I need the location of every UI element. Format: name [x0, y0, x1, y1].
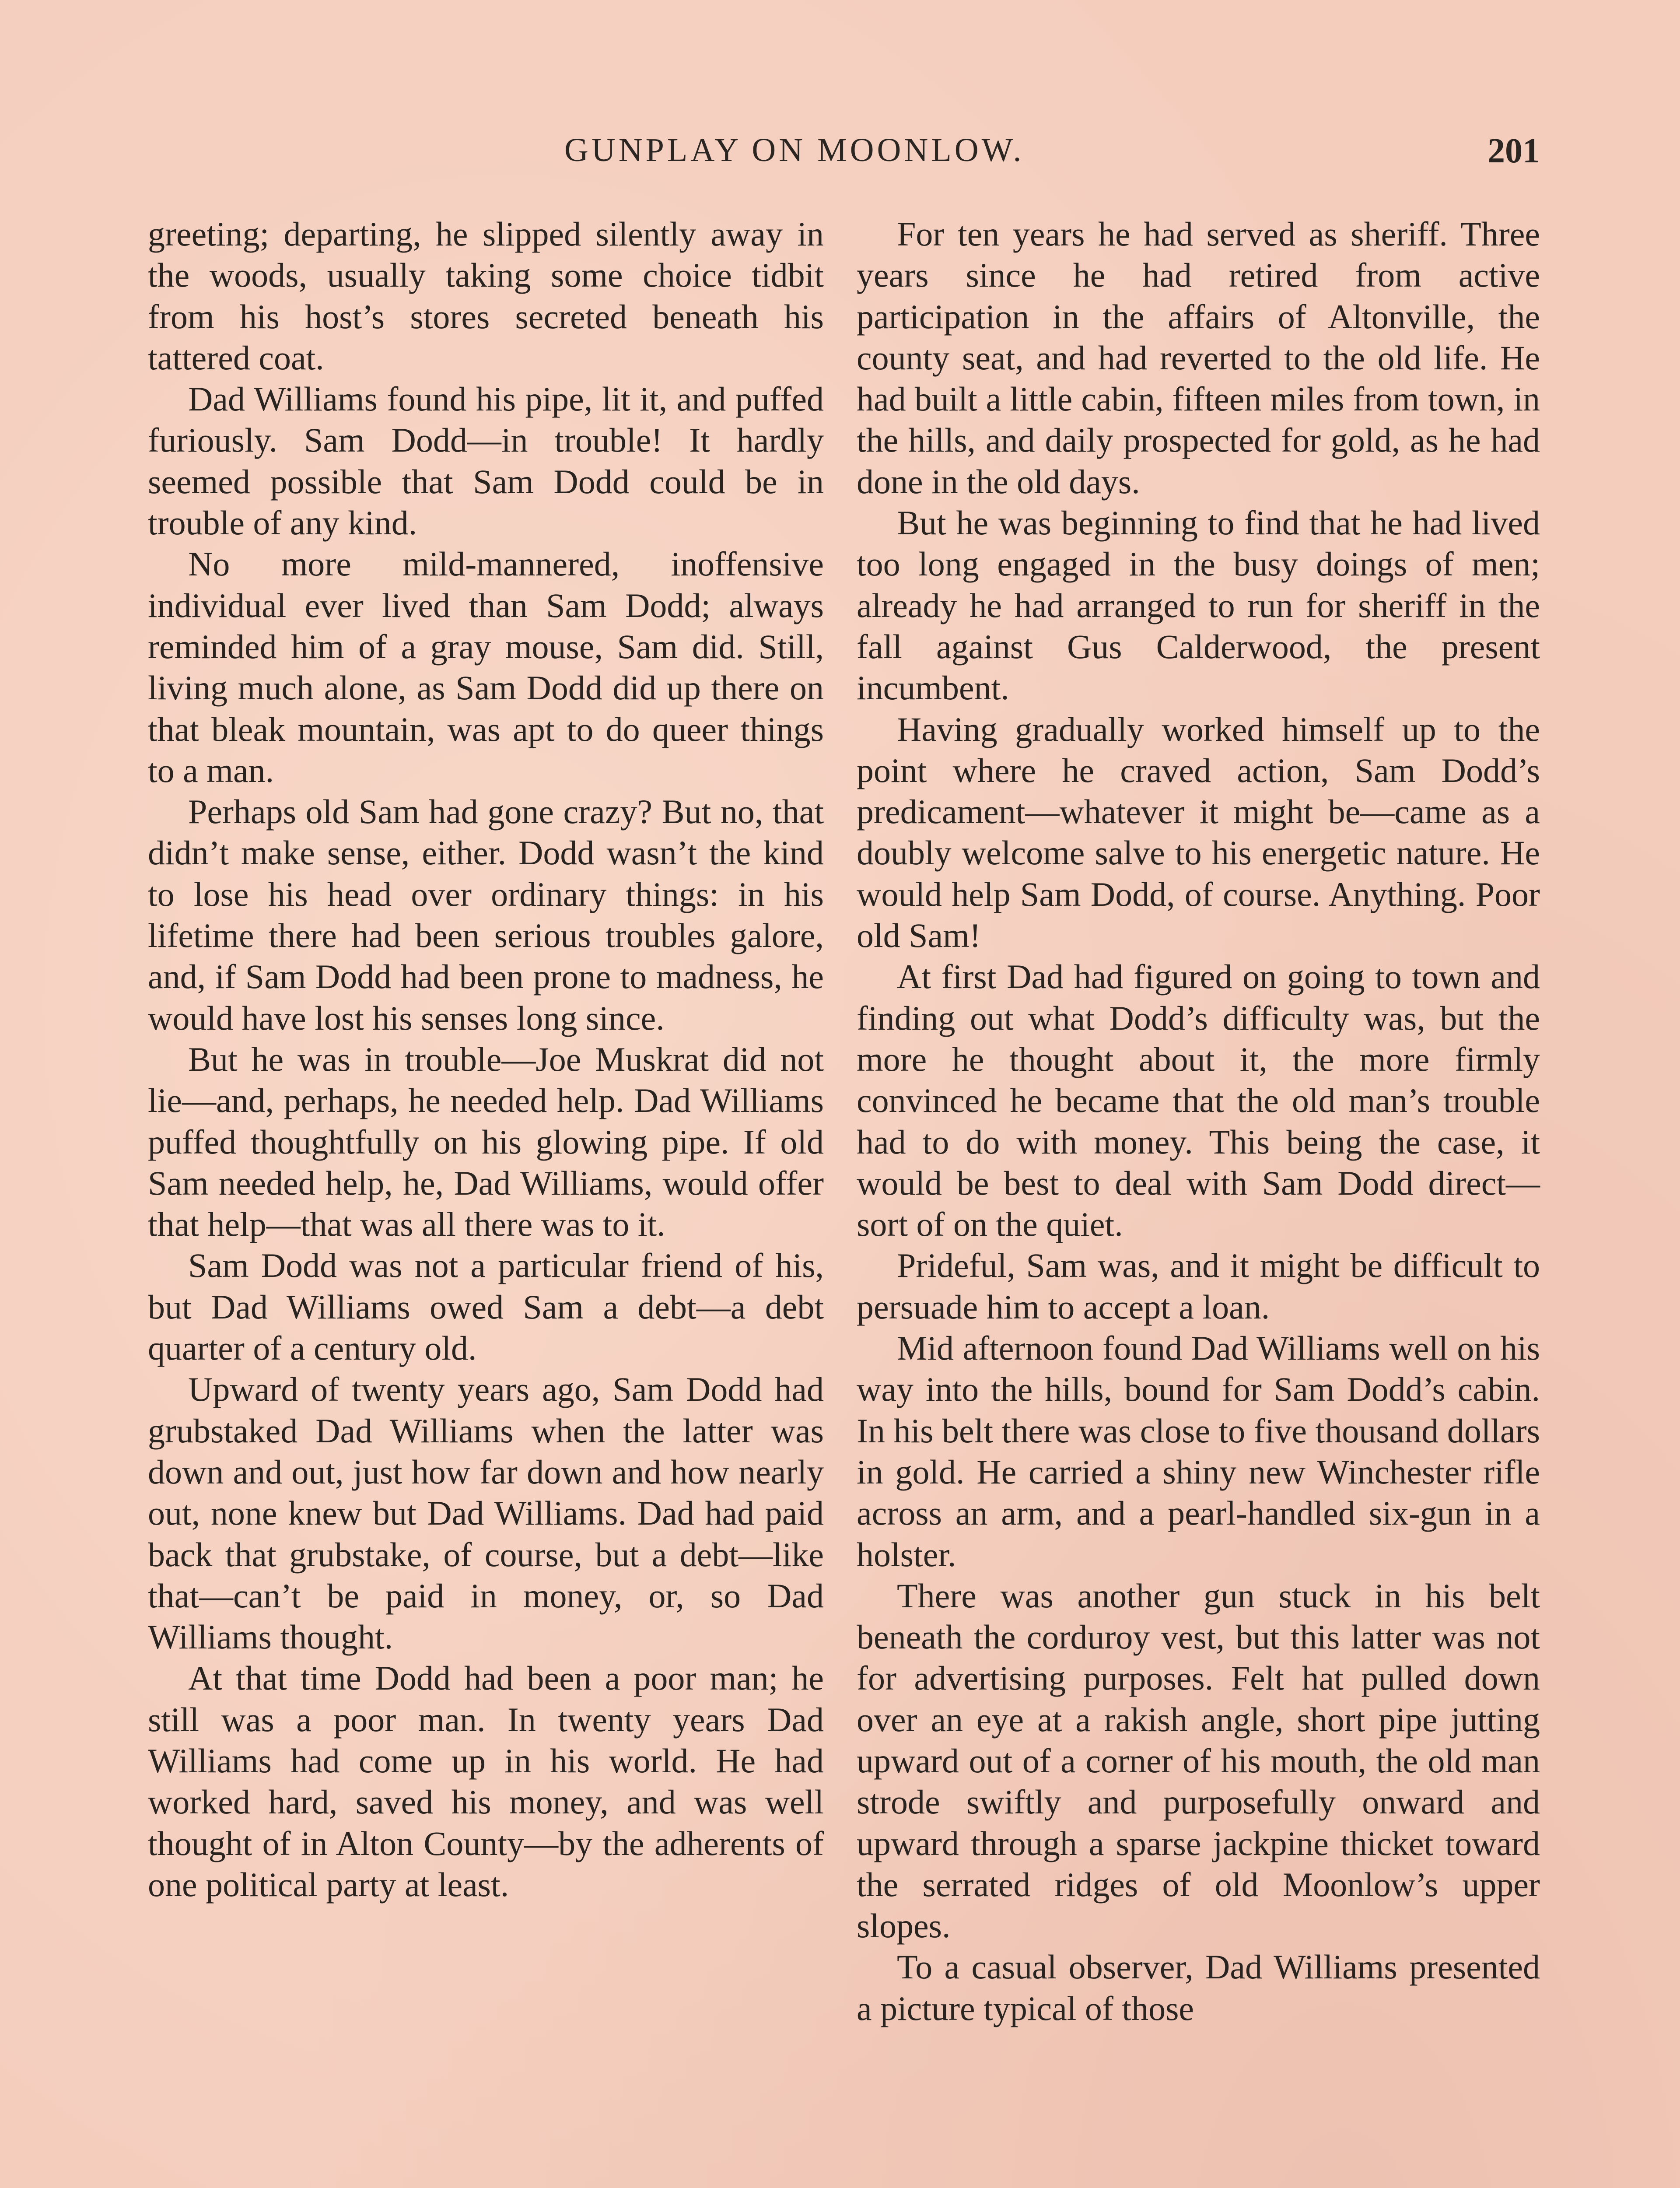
running-head: GUNPLAY ON MOONLOW.: [564, 132, 1025, 168]
right-text-column: [857, 214, 1540, 2029]
paragraph: At first Dad had figured on going to town and finding out what Dodd’s difficulty was, but the more he thought about it, the more firmly convinced he became that the old man’s trouble had to do with money. This being the case, it would be best to deal with Sam Dodd direct—sort of on the quiet.: [857, 957, 1540, 1244]
paragraph: To a casual observer, Dad Williams presented a picture typical of those: [857, 1948, 1540, 2027]
paragraph: Sam Dodd was not a particular friend of his, but Dad Williams owed Sam a debt—a debt quarter of a century old.: [148, 1246, 824, 1368]
paragraph: At that time Dodd had been a poor man; he still was a poor man. In twenty years Dad Williams had come up in his world. He had worked hard, saved his money, and was well thought of in Alton County—by the adherents of one political party at least.: [148, 1659, 824, 1904]
paragraph: For ten years he had served as sheriff. Three years since he had retired from active participation in the affairs of Altonville, the county seat, and had reverted to the old life. He had built a little cabin, fifteen miles from town, in the hills, and daily prospected for gold, as he had done in the old days.: [857, 215, 1540, 501]
paragraph: Mid afternoon found Dad Williams well on his way into the hills, bound for Sam Dodd’s cabin. In his belt there was close to five thousand dollars in gold. He carried a shiny new Winchester rifle across an arm, and a pearl-handled six-gun in a holster.: [857, 1329, 1540, 1574]
left-text-column: [148, 214, 824, 1905]
paragraph: Dad Williams found his pipe, lit it, and puffed furiously. Sam Dodd—in trouble! It hardly seemed possible that Sam Dodd could be in trouble of any kind.: [148, 380, 824, 542]
paragraph: No more mild-mannered, inoffensive individual ever lived than Sam Dodd; always reminded him of a gray mouse, Sam did. Still, living much alone, as Sam Dodd did up there on that bleak mountain, was apt to do queer things to a man.: [148, 545, 824, 789]
paragraph: Perhaps old Sam had gone crazy? But no, that didn’t make sense, either. Dodd wasn’t the kind to lose his head over ordinary things: in his lifetime there had been serious troubles galore, and, if Sam Dodd had been prone to madness, he would have lost his senses long since.: [148, 792, 824, 1037]
paragraph: greeting; departing, he slipped silently away in the woods, usually taking some choice tidbit from his host’s stores secreted beneath his tattered coat.: [148, 215, 824, 377]
paragraph: Having gradually worked himself up to the point where he craved action, Sam Dodd’s predicament—whatever it might be—came as a doubly welcome salve to his energetic nature. He would help Sam Dodd, of course. Anything. Poor old Sam!: [857, 710, 1540, 955]
paragraph: But he was in trouble—Joe Muskrat did not lie—and, perhaps, he needed help. Dad Williams puffed thoughtfully on his glowing pipe. If old Sam needed help, he, Dad Williams, would offer that help—that was all there was to it.: [148, 1040, 824, 1244]
page-header: [149, 131, 1540, 184]
paragraph: There was another gun stuck in his belt beneath the corduroy vest, but this latter was not for advertising purposes. Felt hat pulled down over an eye at a rakish angle, short pipe jutting upward out of a corner of his mouth, the old man strode swiftly and purposefully onward and upward through a sparse jackpine thicket toward the serrated ridges of old Moonlow’s upper slopes.: [857, 1576, 1540, 1945]
paragraph: Prideful, Sam was, and it might be difficult to persuade him to accept a loan.: [857, 1246, 1540, 1326]
page-number: 201: [1488, 132, 1540, 170]
paragraph: But he was beginning to find that he had lived too long engaged in the busy doings of men; already he had arranged to run for sheriff in the fall against Gus Calderwood, the present incumbent.: [857, 504, 1540, 707]
paragraph: Upward of twenty years ago, Sam Dodd had grubstaked Dad Williams when the latter was down and out, just how far down and how nearly out, none knew but Dad Williams. Dad had paid back that grubstake, of course, but a debt—like that—can’t be paid in money, or, so Dad Williams thought.: [148, 1370, 824, 1656]
